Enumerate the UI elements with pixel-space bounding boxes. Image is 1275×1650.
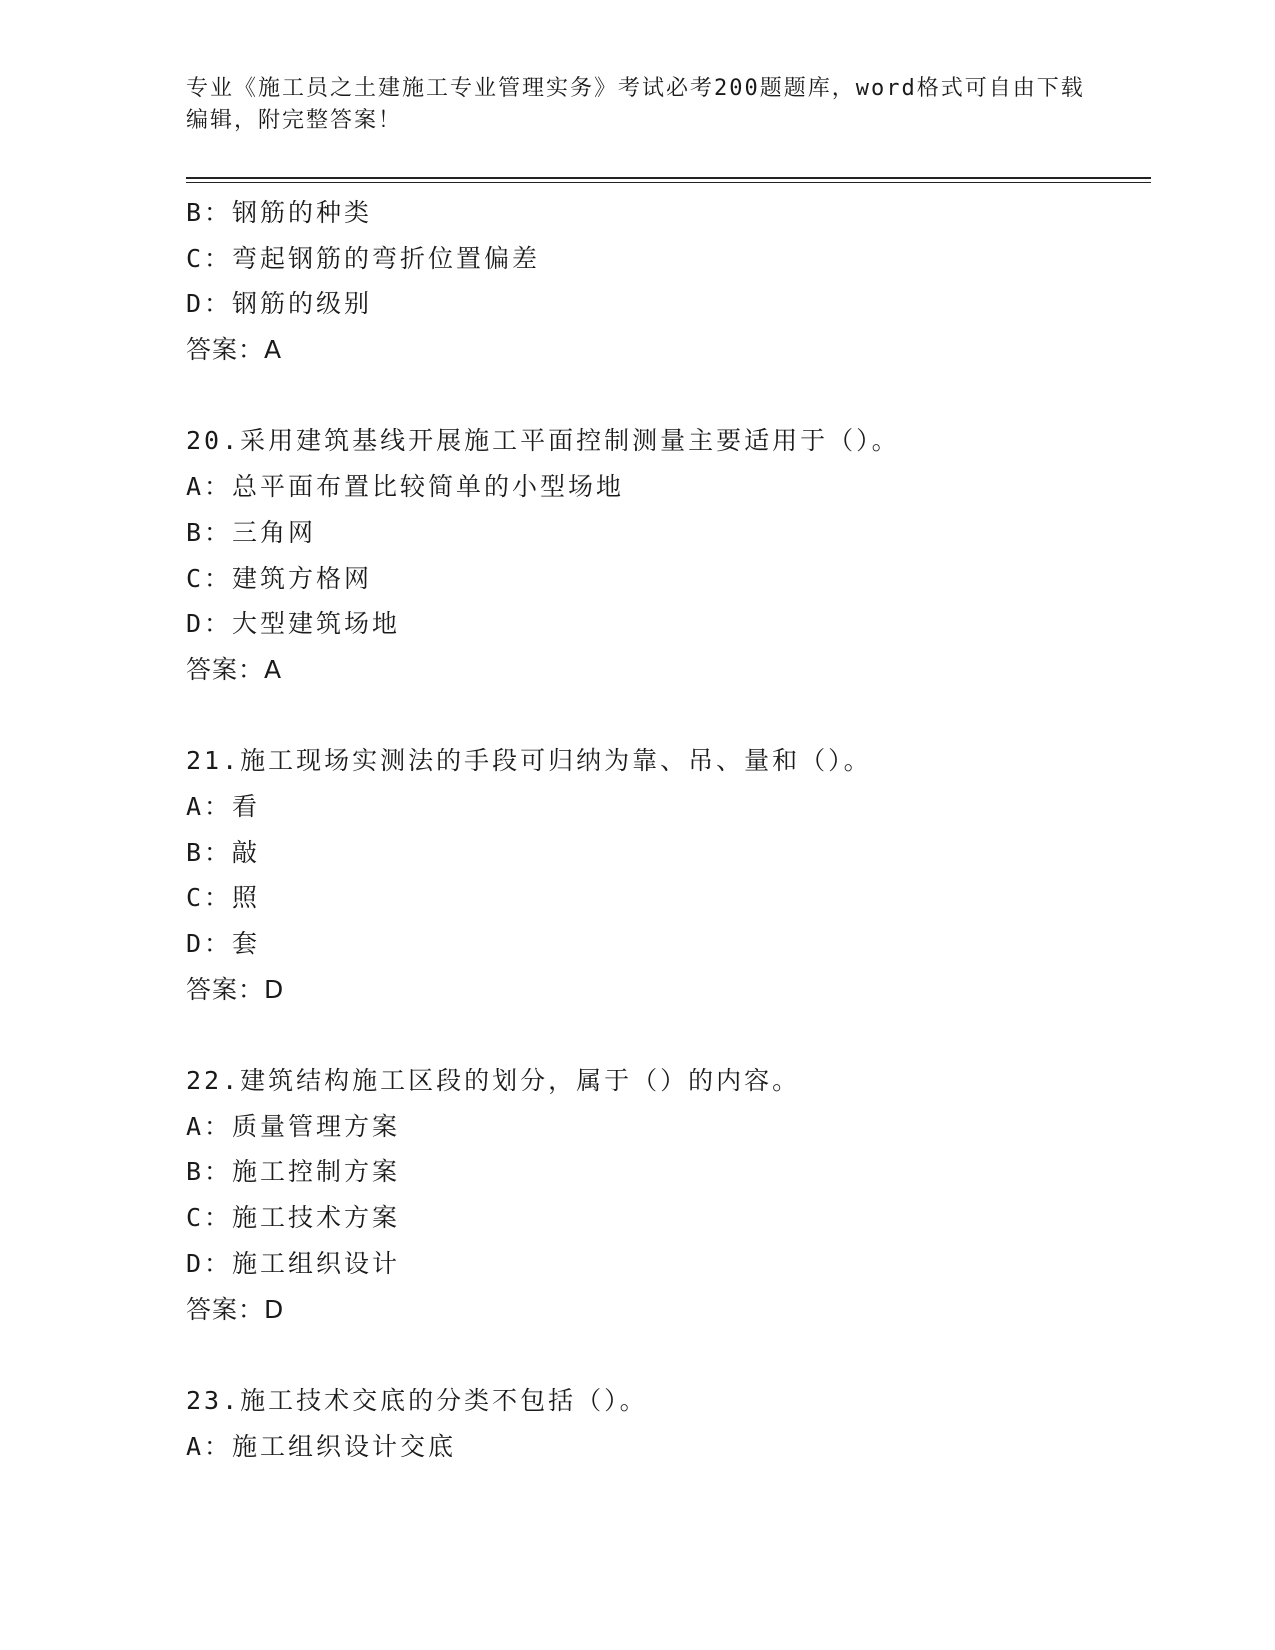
answer-line: 答案：A: [186, 654, 283, 684]
document-header: 专业《施工员之土建施工专业管理实务》考试必考200题题库，word格式可自由下载编辑，附完整答案！: [186, 76, 1085, 133]
question-20: [186, 418, 1146, 692]
question-stem: 22.建筑结构施工区段的划分，属于（）的内容。: [186, 1066, 801, 1096]
option-line: A：总平面布置比较简单的小型场地: [186, 472, 625, 502]
question-list: [186, 190, 1146, 1469]
option-line: B：三角网: [186, 517, 317, 547]
question-stem: 23.施工技术交底的分类不包括（）。: [186, 1385, 648, 1415]
option-line: C：施工技术方案: [186, 1203, 401, 1233]
option-line: B：敲: [186, 837, 261, 867]
question-fragment: [186, 190, 1146, 373]
question-21: [186, 738, 1146, 1012]
header-rule-thick: [186, 177, 1151, 179]
question-23: [186, 1378, 1146, 1469]
option-line: D：套: [186, 929, 261, 958]
option-line: A：施工组织设计交底: [186, 1431, 457, 1461]
question-stem: 20.采用建筑基线开展施工平面控制测量主要适用于（）。: [186, 426, 900, 456]
option-line: B：施工控制方案: [186, 1157, 401, 1187]
question-22: [186, 1058, 1146, 1332]
answer-line: 答案：D: [186, 974, 285, 1004]
option-line: B：钢筋的种类: [186, 198, 373, 227]
option-line: D：大型建筑场地: [186, 609, 401, 639]
answer-line: 答案：A: [186, 335, 283, 365]
option-line: A：质量管理方案: [186, 1111, 401, 1141]
option-line: C：照: [186, 883, 261, 913]
option-line: C：建筑方格网: [186, 563, 373, 593]
option-line: A：看: [186, 791, 261, 821]
option-line: D：钢筋的级别: [186, 289, 373, 319]
option-line: C：弯起钢筋的弯折位置偏差: [186, 243, 541, 273]
question-stem: 21.施工现场实测法的手段可归纳为靠、吊、量和（）。: [186, 746, 872, 776]
header-rule-thin: [186, 182, 1151, 183]
option-line: D：施工组织设计: [186, 1248, 401, 1278]
answer-line: 答案：D: [186, 1294, 285, 1324]
